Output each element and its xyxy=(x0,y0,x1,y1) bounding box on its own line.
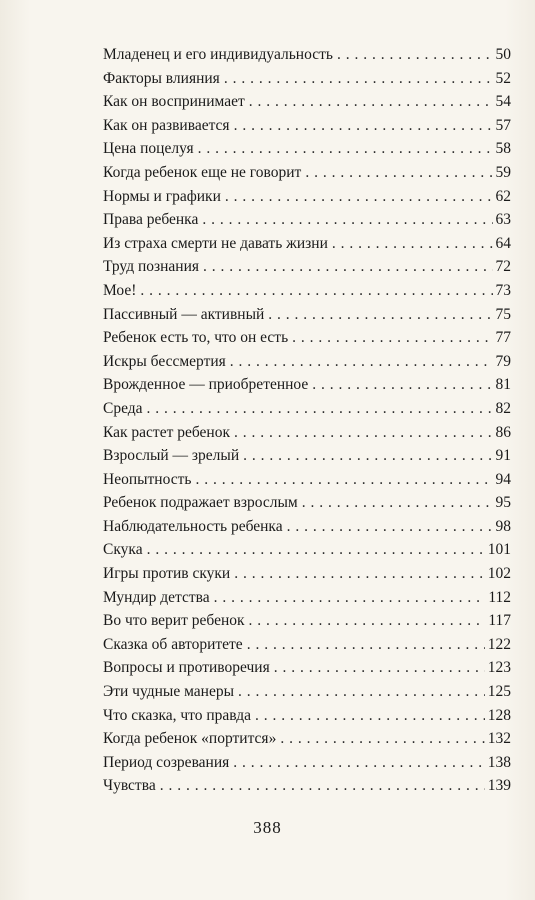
toc-entry-page: 73 xyxy=(495,281,511,299)
toc-entry-page: 91 xyxy=(495,447,511,465)
toc-entry-page: 102 xyxy=(487,565,511,583)
toc-entry-page: 132 xyxy=(487,730,511,748)
toc-entry-page: 52 xyxy=(495,69,511,87)
toc-entry xyxy=(103,609,511,633)
toc-entry xyxy=(103,444,511,468)
dot-leader xyxy=(214,586,486,610)
toc-entry xyxy=(103,67,511,91)
toc-entry-page: 57 xyxy=(495,116,511,134)
toc-entry-title: Нормы и графики xyxy=(103,187,221,205)
toc-entry xyxy=(103,751,511,775)
dot-leader xyxy=(160,774,485,798)
dot-leader xyxy=(312,373,492,397)
toc-entry xyxy=(103,350,511,374)
toc-entry-page: 75 xyxy=(495,305,511,323)
toc-entry-title: Младенец и его индивидуальность xyxy=(103,46,333,63)
toc-entry-title: Взрослый — зрелый xyxy=(103,447,240,465)
dot-leader xyxy=(268,303,492,327)
toc-entry-page: 101 xyxy=(487,541,511,559)
toc-entry xyxy=(103,704,511,728)
toc-entry xyxy=(103,90,511,114)
toc-entry-title: Цена поцелуя xyxy=(103,140,194,158)
toc-entry-page: 82 xyxy=(495,399,511,417)
toc-entry-title: Ребенок есть то, что он есть xyxy=(103,329,289,347)
toc-entry xyxy=(103,279,511,303)
toc-entry-page: 62 xyxy=(495,187,511,205)
toc-entry-page: 81 xyxy=(495,376,511,394)
toc-entry-page: 128 xyxy=(487,706,511,724)
toc-entry-page: 54 xyxy=(495,93,511,111)
toc-entry-page: 50 xyxy=(495,46,511,63)
table-of-contents xyxy=(103,43,511,798)
dot-leader xyxy=(225,185,493,209)
toc-entry xyxy=(103,232,511,256)
toc-entry-title: Как растет ребенок xyxy=(103,423,230,441)
toc-entry xyxy=(103,43,511,67)
toc-entry-title: Когда ребенок еще не говорит xyxy=(103,163,302,181)
toc-entry xyxy=(103,586,511,610)
toc-entry-title: Что сказка, что правда xyxy=(103,706,251,724)
toc-entry-title: Сказка об авторитете xyxy=(103,635,243,653)
dot-leader xyxy=(274,656,485,680)
toc-entry-title: Факторы влияния xyxy=(103,69,220,87)
toc-entry-page: 138 xyxy=(487,753,511,771)
toc-entry-title: Среда xyxy=(103,399,143,417)
page-number: 388 xyxy=(253,818,282,837)
toc-entry-title: Как он развивается xyxy=(103,116,230,134)
dot-leader xyxy=(202,208,492,232)
dot-leader xyxy=(238,680,485,704)
dot-leader xyxy=(195,468,492,492)
dot-leader xyxy=(337,43,493,67)
toc-entry xyxy=(103,774,511,798)
dot-leader xyxy=(249,609,486,633)
dot-leader xyxy=(230,350,493,374)
toc-entry xyxy=(103,397,511,421)
toc-entry-page: 112 xyxy=(488,588,511,606)
toc-entry-page: 79 xyxy=(495,352,511,370)
toc-entry xyxy=(103,326,511,350)
dot-leader xyxy=(287,515,493,539)
toc-entry-page: 139 xyxy=(487,777,511,795)
dot-leader xyxy=(233,751,484,775)
dot-leader xyxy=(234,421,493,445)
dot-leader xyxy=(280,727,484,751)
toc-entry-title: Когда ребенок «портится» xyxy=(103,730,277,748)
toc-entry-title: Ребенок подражает взрослым xyxy=(103,494,298,512)
toc-entry xyxy=(103,727,511,751)
toc-entry-title: Права ребенка xyxy=(103,211,199,229)
toc-entry xyxy=(103,468,511,492)
toc-entry-title: Эти чудные манеры xyxy=(103,683,235,701)
dot-leader xyxy=(247,633,485,657)
toc-entry-page: 98 xyxy=(495,517,511,535)
toc-entry xyxy=(103,255,511,279)
toc-entry-page: 123 xyxy=(487,659,511,677)
toc-entry-page: 72 xyxy=(495,258,511,276)
toc-entry xyxy=(103,185,511,209)
toc-entry-page: 59 xyxy=(495,163,511,181)
toc-entry-page: 77 xyxy=(495,329,511,347)
toc-entry xyxy=(103,515,511,539)
toc-entry-title: Из страха смерти не давать жизни xyxy=(103,234,328,252)
toc-entry-title: Наблюдательность ребенка xyxy=(103,517,283,535)
dot-leader xyxy=(292,326,492,350)
dot-leader xyxy=(203,255,492,279)
dot-leader xyxy=(224,67,493,91)
dot-leader xyxy=(234,114,493,138)
toc-entry-page: 122 xyxy=(487,635,511,653)
toc-entry-title: Во что верит ребенок xyxy=(103,612,245,630)
toc-entry xyxy=(103,538,511,562)
toc-entry xyxy=(103,491,511,515)
dot-leader xyxy=(147,538,485,562)
dot-leader xyxy=(140,279,492,303)
toc-entry-page: 95 xyxy=(495,494,511,512)
toc-entry xyxy=(103,656,511,680)
toc-entry xyxy=(103,421,511,445)
toc-entry xyxy=(103,137,511,161)
toc-entry-title: Мундир детства xyxy=(103,588,210,606)
dot-leader xyxy=(332,232,493,256)
toc-entry-title: Чувства xyxy=(103,777,156,795)
toc-entry-page: 86 xyxy=(495,423,511,441)
toc-entry xyxy=(103,562,511,586)
toc-entry xyxy=(103,373,511,397)
dot-leader xyxy=(198,137,493,161)
toc-entry-page: 58 xyxy=(495,140,511,158)
toc-entry-title: Врожденное — приобретенное xyxy=(103,376,309,394)
dot-leader xyxy=(255,704,485,728)
toc-entry xyxy=(103,303,511,327)
dot-leader xyxy=(249,90,493,114)
toc-entry-title: Период созревания xyxy=(103,753,230,771)
toc-entry-title: Пассивный — активный xyxy=(103,305,265,323)
toc-entry-title: Вопросы и противоречия xyxy=(103,659,270,677)
toc-entry-page: 125 xyxy=(487,683,511,701)
dot-leader xyxy=(234,562,485,586)
toc-entry-title: Мое! xyxy=(103,281,137,299)
dot-leader xyxy=(243,444,492,468)
toc-entry xyxy=(103,680,511,704)
toc-entry xyxy=(103,114,511,138)
toc-entry-page: 117 xyxy=(488,612,511,630)
toc-entry xyxy=(103,633,511,657)
toc-entry xyxy=(103,161,511,185)
toc-entry-title: Труд познания xyxy=(103,258,200,276)
toc-entry-page: 63 xyxy=(495,211,511,229)
toc-entry-title: Игры против скуки xyxy=(103,565,231,583)
toc-entry-title: Как он воспринимает xyxy=(103,93,245,111)
toc-entry-title: Скука xyxy=(103,541,143,559)
dot-leader xyxy=(147,397,493,421)
dot-leader xyxy=(305,161,492,185)
toc-entry-title: Искры бессмертия xyxy=(103,352,226,370)
toc-entry-page: 94 xyxy=(495,470,511,488)
dot-leader xyxy=(302,491,493,515)
toc-entry-title: Неопытность xyxy=(103,470,192,488)
toc-entry xyxy=(103,208,511,232)
toc-entry-page: 64 xyxy=(495,234,511,252)
